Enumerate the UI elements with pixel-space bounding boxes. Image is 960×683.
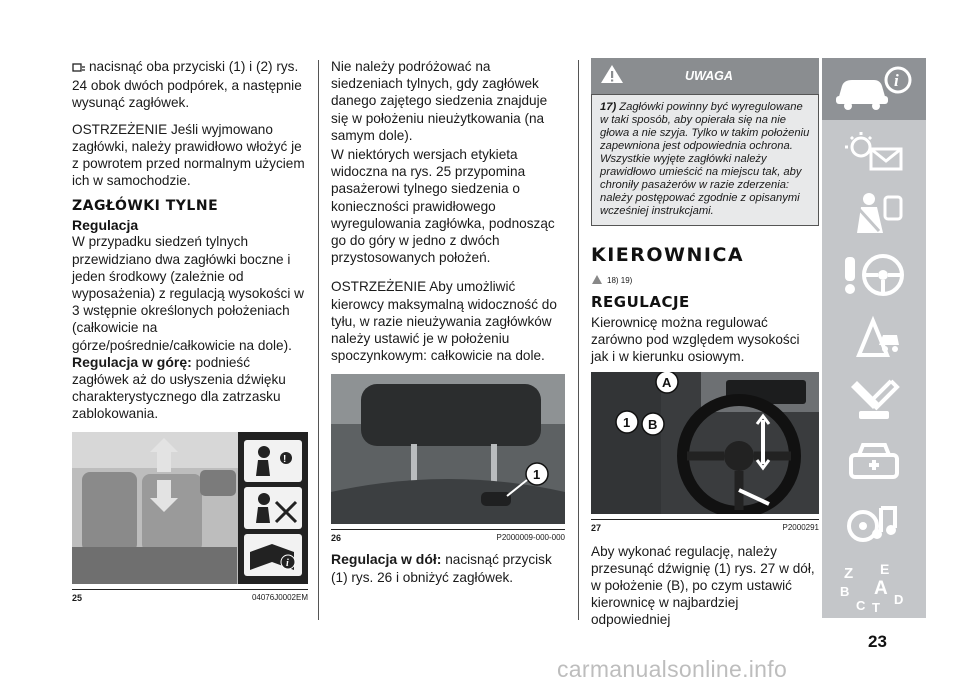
warning-triangle-icon [599,63,625,90]
figure-code: 04076J0002EM [251,592,308,602]
column-1 [72,58,308,603]
chapter-sidebar [822,58,926,618]
column-2 [331,58,565,595]
page-number: 23 [868,632,887,651]
paragraph: OSTRZEŻENIE Aby umożliwić kierowcy maksymalną widoczność do tyłu, w razie nieużywania zagłówków należy ustawić je w położeniu spoczynkowym: całkowicie na dole. [331,279,557,364]
paragraph: Kierownicę można regulować zarówno pod względem wysokości jak i w kierunku osiowym. [591,315,800,365]
warning-header [591,58,819,94]
starting-driving-icon[interactable] [822,244,926,306]
section-title: ZAGŁÓWKI TYLNE [72,198,219,215]
paragraph: Nie należy podróżować na siedzeniach tylnych, gdy zagłówek danego zajętego siedzenia znajduje się w położeniu nieużytkowania (na samym dole). [331,59,548,143]
watermark: carmanualsonline.info [557,656,788,682]
figure-code: P2000291 [782,522,819,532]
svg-text:!: ! [283,453,287,465]
steering-wheel-photo [591,372,819,514]
paragraph: Regulacja w dół: nacisnąć przycisk (1) rys. 26 i obniżyć zagłówek. [331,551,552,585]
paragraph: Regulacja w górę: podnieść zagłówek aż do usłyszenia dźwięku charakterystycznego dla zatrzasku zablokowania. [72,353,286,422]
index-letter: B [840,584,850,599]
callout-1: 1 [623,414,631,430]
column-3 [591,58,819,638]
callout-1: 1 [533,467,541,483]
index-letter: D [894,592,904,607]
emergency-tools-icon[interactable] [822,368,926,430]
warning-title: UWAGA [685,69,733,83]
index-letter: A [874,578,888,599]
index-icon[interactable] [822,554,926,618]
warning-body: 17) Zagłówki powinny być wyregulowane w taki sposób, aby opierała się na nie głowa a nie szyja. Tylko w takim położeniu zapewniona jest odpowiednia ochrona. Wszystkie wyjęte zagłówki należy prawidłowo umieścić na miejscu tak, aby chroniły pasażerów w razie zderzenia: należy postępować zgodnie z opisanymi wcześniej instrukcjami. [591,94,819,226]
warning-triangle-icon[interactable] [822,306,926,368]
warning-box [591,58,819,226]
figure-25 [72,432,308,603]
safety-seat-icon[interactable] [822,182,926,244]
figure-26 [331,374,565,543]
paragraph: W niektórych wersjach etykieta widoczna na rys. 25 przypomina pasażerowi tylnego siedzenia o konieczności prawidłowego wyregulowania zagłówka, podnosząc go do góry w jedno z dwóch przystosowanych położeń. [331,147,555,266]
index-letter: T [872,600,880,614]
figure-number: 27 [591,522,602,533]
multimedia-icon[interactable] [822,492,926,554]
index-letter: E [880,561,890,577]
subsection-title: Regulacja [72,217,139,234]
figure-number: 26 [331,533,342,544]
paragraph: Aby wykonać regulację, należy przesunąć dźwignię (1) rys. 27 w dół, w położenie (B), po czym ustawić kierownicę w najbardziej odpowiedniej [591,543,815,628]
svg-text:i: i [894,71,899,90]
rear-seat-label-photo [72,432,308,584]
paragraph: nacisnąć oba przyciski (1) i (2) rys. 24 obok dwóch podpórek, a następnie wysunąć zagłówek. [72,59,302,111]
figure-27 [591,372,819,533]
paragraph: W przypadku siedzeń tylnych przewidziano dwa zagłówki boczne i jeden środkowy (zależnie od wyposażenia) z regulacją wysokości w 3 wstępnie określonych położeniach (całkowicie na górze/pośrednie/całkowicie na dole). [72,234,304,353]
chapter-title: KIEROWNICA [591,244,745,266]
figure-number: 25 [72,592,83,603]
section-title: REGULACJE [591,293,690,311]
callout-a: A [662,374,672,390]
figure-caption [72,589,308,603]
figure-caption [591,519,819,533]
maintenance-icon[interactable] [822,430,926,492]
paragraph: OSTRZEŻENIE Jeśli wyjmowano zagłówki, należy prawidłowo włożyć je z powrotem przed normalnym użyciem ich w samochodzie. [72,121,305,189]
headrest-button-photo [331,374,565,524]
column-divider [578,60,579,620]
figure-code: P2000009-000-000 [496,533,565,543]
car-info-icon[interactable] [822,58,926,120]
figure-caption [331,529,565,543]
note-references: 18) 19) [591,274,819,287]
index-letter: C [856,598,866,613]
headrest-symbol-icon [72,60,86,77]
callout-b: B [648,416,658,432]
small-warning-icon [591,274,603,287]
column-divider [318,60,319,620]
dashboard-lights-icon[interactable] [822,120,926,182]
index-letter: Z [844,565,854,582]
svg-text:i: i [286,557,289,569]
